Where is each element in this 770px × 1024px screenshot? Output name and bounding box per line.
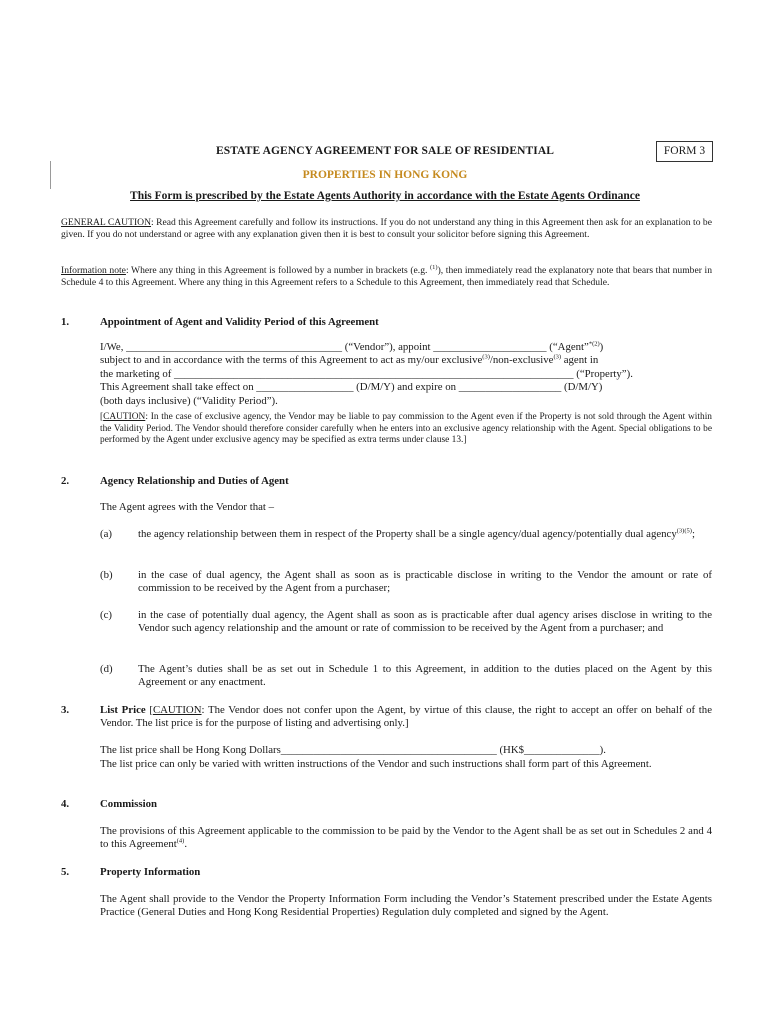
section-1-line-3: the marketing of __________________________________________________________________________ (“Property”). [100, 367, 633, 380]
section-3-caution-text: : The Vendor does not confer upon the Agent, by virtue of this clause, the right to accept an offer on behalf of the Vendor. The list price is for the purpose of listing and advertising only.] [100, 704, 712, 730]
section-1-line-1 [100, 341, 712, 354]
section-2-item-d-label: (d) [100, 663, 113, 675]
section-2-item-c-label: (c) [100, 609, 112, 621]
section-1-caution-text: : In the case of exclusive agency, the Vendor may be liable to pay commission to the Agent even if the Property is not sold through the Agent within the Validity Period. The Vendor should therefore consider carefully when he enters into an exclusive agency relationship with the Agent. Special obligations to be performed by the Agent under exclusive agency may be specified as extra terms under clause 13.] [100, 412, 712, 446]
section-1-line-4: This Agreement shall take effect on __________________ (D/M/Y) and expire on ___________________ (D/M/Y) [100, 381, 603, 394]
section-1-caution: [CAUTION: In the case of exclusive agency, the Vendor may be liable to pay commission to the Agent even if the Property is not sold through the Agent within the Validity Period. The Vendor should therefore consider carefully when he enters into an exclusive agency relationship with the Agent. Special obligations to be performed by the Agent under exclusive agency may be specified as extra terms under clause 13.] [100, 412, 712, 446]
section-4-number: 4. [61, 798, 70, 810]
general-caution-label: GENERAL CAUTION [61, 217, 152, 228]
section-5-title: Property Information [100, 866, 201, 878]
document-subtitle: PROPERTIES IN HONG KONG [302, 169, 468, 181]
section-3-caution-label: CAUTION [152, 704, 202, 716]
information-note-text-b: ), then immediately read the explanatory note that bears that number in Schedule 4 to this Agreement. Where any thing in this Agreement refers to a Schedule to this Agreement, then immediately read that Schedule. [61, 265, 712, 289]
section-2-item-a-tail: ; [691, 528, 695, 540]
information-note-sup: (1) [430, 263, 438, 271]
s1-l1b: ) [599, 341, 604, 353]
section-5-text: The Agent shall provide to the Vendor the Property Information Form including the Vendor’s Statement prescribed under the Estate Agents Practice (General Duties and Hong Kong Residential Properties) Regulation duly completed and signed by the Agent. [100, 893, 712, 919]
s1-l1a: I/We, ________________________________________ (“Vendor”), appoint _____________________ (“Agent” [100, 341, 589, 353]
section-1-line-2 [100, 354, 712, 367]
section-1-caution-label: CAUTION [103, 412, 146, 422]
general-caution-paragraph [61, 217, 712, 241]
s1-l1sup: *(2) [588, 340, 600, 348]
section-2-item-a-label: (a) [100, 528, 112, 540]
s1-l2a: subject to and in accordance with the terms of this Agreement to act as my/our exclusive [100, 354, 483, 367]
section-3-list-price-line: The list price shall be Hong Kong Dollars________________________________________ (HK$______________). [100, 744, 606, 756]
section-2-intro: The Agent agrees with the Vendor that – [100, 501, 275, 513]
section-2-item-a [138, 528, 712, 541]
section-3-title: List Price [100, 704, 146, 716]
section-2-item-b-label: (b) [100, 569, 113, 581]
section-2-title: Agency Relationship and Duties of Agent [100, 475, 289, 487]
section-2-item-a-text: the agency relationship between them in respect of the Property shall be a single agency/dual agency/potentially dual agency [138, 528, 677, 540]
section-4-tail: . [184, 838, 188, 851]
section-2-item-d-text: The Agent’s duties shall be as set out in Schedule 1 to this Agreement, in addition to the duties placed on the Agent by this Agreement or any enactment. [138, 663, 712, 689]
form-label-box: FORM 3 [656, 141, 713, 162]
prescribed-statement: This Form is prescribed by the Estate Agents Authority in accordance with the Estate Agents Ordinance [130, 190, 640, 202]
section-3-number: 3. [61, 704, 70, 716]
section-2-number: 2. [61, 475, 70, 487]
information-note-paragraph [61, 265, 712, 289]
section-2-item-b-text: in the case of dual agency, the Agent shall as soon as is practicable disclose in writing to the Vendor the amount or rate of commission to be received by the Agent from a purchaser; [138, 569, 712, 595]
section-4-text: The provisions of this Agreement applicable to the commission to be paid by the Vendor to the Agent shall be as set out in Schedules 2 and 4 to this Agreement [100, 825, 712, 851]
information-note-text-a: : Where any thing in this Agreement is followed by a number in brackets (e.g. [125, 265, 430, 276]
section-4-title: Commission [100, 798, 157, 810]
section-1-body [100, 341, 712, 408]
section-4-sup: (4) [176, 837, 185, 845]
s1-l2c: agent in [561, 354, 599, 367]
section-1-line-5: (both days inclusive) (“Validity Period”). [100, 394, 278, 407]
s1-l2sup2: (3) [553, 353, 562, 361]
document-title: ESTATE AGENCY AGREEMENT FOR SALE OF RESIDENTIAL [215, 145, 555, 157]
section-1-title: Appointment of Agent and Validity Period of this Agreement [100, 316, 379, 328]
section-1-number: 1. [61, 316, 70, 328]
section-3-variation: The list price can only be varied with written instructions of the Vendor and such instructions shall form part of this Agreement. [100, 758, 652, 770]
section-3-heading-paragraph: List Price [CAUTION: The Vendor does not confer upon the Agent, by virtue of this clause, the right to accept an offer on behalf of the Vendor. The list price is for the purpose of listing and advertising only.] [100, 704, 712, 730]
information-note-label: Information note [61, 265, 126, 276]
s1-l2sup1: (3) [482, 353, 490, 361]
s1-l2b: /non-exclusive [489, 354, 554, 367]
section-4-body [100, 825, 712, 852]
general-caution-text: : Read this Agreement carefully and follow its instructions. If you do not understand any thing in this Agreement then ask for an explanation to be given. If you do not understand or agree with any explanation given then it is best to consult your solicitor before signing this Agreement. [61, 217, 712, 241]
section-2-item-a-sup: (3)(5) [676, 527, 692, 535]
section-5-number: 5. [61, 866, 70, 878]
section-2-item-c-text: in the case of potentially dual agency, the Agent shall as soon as is practicable after dual agency arises disclose in writing to the Vendor such agency relationship and the amount or rate of commission to be received by the Agent from a purchaser; and [138, 609, 712, 635]
